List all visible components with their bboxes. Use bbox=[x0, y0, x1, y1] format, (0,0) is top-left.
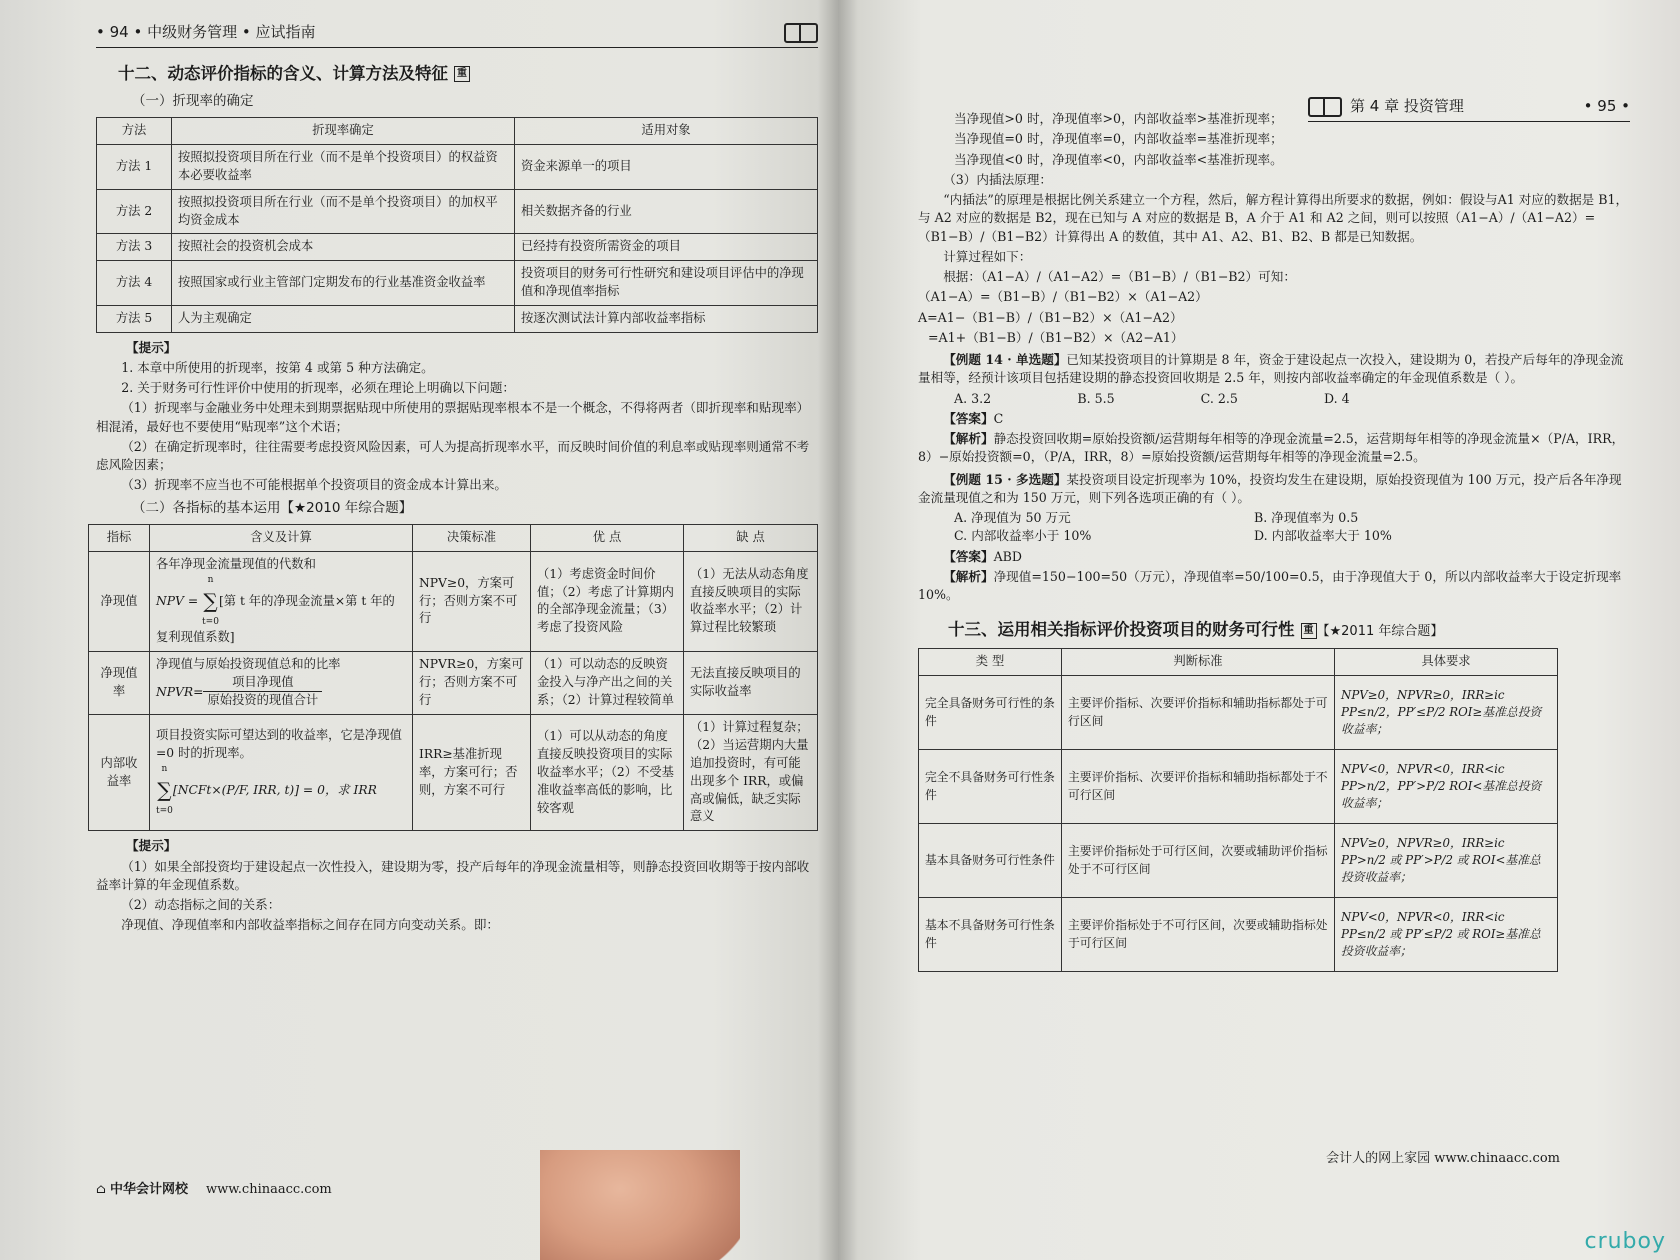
right-page-header bbox=[1308, 96, 1630, 122]
table-header: 判断标准 bbox=[1062, 649, 1335, 676]
right-footer: 会计人的网上家园 www.chinaacc.com bbox=[1326, 1151, 1560, 1166]
tip-line: 净现值、净现值率和内部收益率指标之间存在同方向变动关系。即： bbox=[121, 917, 499, 933]
table-header: 指标 bbox=[89, 525, 150, 552]
table-row: 净现值率 净现值与原始投资现值总和的比率 NPVR= $\frac{\text{项目净现值}}{\text{原始投资的现值合计}}$ NPVR≥0，方案可行；否则方案不可行 （1）可以动态的反映资金投入与净产出之间的关系；（2）计算过程较简单 无法直接反映项目的实际收益率 bbox=[89, 651, 818, 714]
table-header: 适用对象 bbox=[515, 118, 818, 145]
table-header: 方法 bbox=[97, 118, 172, 145]
left-header-text: • 94 • 中级财务管理 • 应试指南 bbox=[96, 23, 316, 41]
book-gutter bbox=[818, 0, 858, 1260]
table-header: 决策标准 bbox=[413, 525, 531, 552]
footer-url: www.chinaacc.com bbox=[205, 1182, 332, 1198]
options: A. 净现值为 50 万元 B. 净现值率为 0.5 C. 内部收益率小于 10% D. 内部收益率大于 10% bbox=[954, 510, 1392, 544]
table-row: 基本不具备财务可行性条件 主要评价指标处于不可行区间，次要或辅助指标处于可行区间 NPV<0，NPVR<0，IRR<ic PP≤n/2 或 PP′≤P/2 或 ROI≥基准总投资收益率； bbox=[919, 898, 1558, 972]
npvr-formula: NPVR= $\frac{\text{项目净现值}}{\text{原始投资的现值合计}}$ bbox=[156, 674, 406, 711]
right-header-page: • 95 • bbox=[1583, 97, 1630, 115]
tip-line: （1）如果全部投资均于建设起点一次性投入，建设期为零，投产后每年的净现金流量相等，则静态投资回收期等于按内部收益率计算的年金现值系数。 bbox=[96, 858, 810, 892]
key-point-mark: 重 bbox=[1301, 623, 1317, 639]
table-row: 方法 2 按照拟投资项目所在行业（而不是单个投资项目）的加权平均资金成本 相关数据齐备的行业 bbox=[97, 189, 818, 234]
tip-line: （2）在确定折现率时，往往需要考虑投资风险因素，可人为提高折现率水平，而反映时间价值的利息率或贴现率则通常不考虑风险因素； bbox=[96, 438, 810, 473]
discount-rate-table bbox=[96, 117, 818, 332]
subsection-indicator-usage: （二）各指标的基本运用【★2010 年综合题】 bbox=[132, 499, 413, 516]
relations-block: 当净现值>0 时，净现值率>0，内部收益率>基准折现率； 当净现值=0 时，净现值率=0，内部收益率=基准折现率； 当净现值<0 时，净现值率<0，内部收益率<基准折现率。 （3）内插法原理： “内插法”的原理是根据比例关系建立一个方程，然后，解方程计算得出所要求的数据，例如：假设与A1 对应的数据是 B1，与 A2 对应的数据是 B2，现在已知与 A 对应的数据是 B，A 介于 A1 和 A2 之间，则可以按照（A1−A）/（A1−A2）=（B1−B）/（B1−B2）计算得出 A 的数值，其中 A1、A2、B1、B2、B 都是已知数据。 计算过程如下： 根据：（A1−A）/（A1−A2）=（B1−B）/（B1−B2）可知： （A1−A）=（B1−B）/（B1−B2）×（A1−A2） A=A1−（B1−B）/（B1−B2）×（A1−A2） =A1+（B1−B）/（B1−B2）×（A2−A1） bbox=[918, 111, 1629, 345]
footer-logo-text: 中华会计网校 bbox=[109, 1182, 188, 1198]
left-page bbox=[0, 0, 838, 1260]
table-header: 优 点 bbox=[531, 525, 684, 552]
watermark: cruboy bbox=[1584, 1229, 1666, 1254]
tip-line: （2）动态指标之间的关系： bbox=[121, 897, 281, 913]
tip-heading: 【提示】 bbox=[126, 838, 177, 854]
table-row: 基本具备财务可行性条件 主要评价指标处于可行区间，次要或辅助评价指标处于不可行区间 NPV≥0，NPVR≥0，IRR≥ic PP>n/2 或 PP′>P/2 或 ROI<基准总投资收益率； bbox=[919, 824, 1558, 898]
table-row: 方法 4 按照国家或行业主管部门定期发布的行业基准资金收益率 投资项目的财务可行性研究和建设项目评估中的净现值和净现值率指标 bbox=[97, 261, 818, 306]
feasibility-table bbox=[918, 648, 1558, 972]
section-13-title: 十三、运用相关指标评价投资项目的财务可行性 重 【★2011 年综合题】 bbox=[948, 620, 1444, 640]
left-page-header bbox=[96, 22, 818, 48]
thumb bbox=[540, 1150, 740, 1260]
table-row: 方法 3 按照社会的投资机会成本 已经持有投资所需资金的项目 bbox=[97, 234, 818, 261]
subsection-discount-rate: （一）折现率的确定 bbox=[132, 92, 254, 109]
right-header-chapter: 第 4 章 投资管理 bbox=[1350, 97, 1464, 115]
tip-heading: 【提示】 bbox=[126, 339, 177, 355]
book-icon bbox=[1308, 97, 1342, 117]
table-header: 含义及计算 bbox=[150, 525, 413, 552]
table-header: 折现率确定 bbox=[172, 118, 515, 145]
table-header: 具体要求 bbox=[1335, 649, 1558, 676]
npv-formula: NPV = n ∑ t=0 [第 t 年的净现金流量×第 t 年的复利现值系数] bbox=[156, 574, 395, 644]
table-row: 方法 5 人为主观确定 按逐次测试法计算内部收益率指标 bbox=[97, 305, 818, 332]
table-row: 完全不具备财务可行性条件 主要评价指标、次要评价指标和辅助指标都处于不可行区间 NPV<0，NPVR<0，IRR<ic PP>n/2，PP′>P/2 ROI<基准总投资收益率； bbox=[919, 750, 1558, 824]
tip-line: （3）折现率不应当也不可能根据单个投资项目的资金成本计算出来。 bbox=[121, 477, 508, 493]
tip-line: 2. 关于财务可行性评价中使用的折现率，必须在理论上明确以下问题： bbox=[121, 380, 516, 396]
table-row: 净现值 各年净现金流量现值的代数和 NPV = n ∑ t=0 [第 t 年的净现金流量×第 t 年的复利现值系数] NPV≥0，方案可行；否则方案不可行 （1）考虑资金时间价值；（2）考虑了计算期内的全部净现金流量；（3）考虑了投资风险 （1）无法从动态角度直接反映项目的实际收益率水平；（2）计算过程比较繁琐 bbox=[89, 552, 818, 652]
key-point-mark: 重 bbox=[454, 66, 470, 82]
right-page bbox=[838, 0, 1680, 1260]
tip-line: （1）折现率与金融业务中处理未到期票据贴现中所使用的票据贴现率根本不是一个概念，不得将两者（即折现率和贴现率）相混淆，最好也不要使用“贴现率”这个术语； bbox=[96, 400, 810, 434]
table-header: 类 型 bbox=[919, 649, 1062, 676]
section-12-title: 十二、动态评价指标的含义、计算方法及特征 重 bbox=[118, 62, 818, 86]
table-row: 内部收益率 项目投资实际可望达到的收益率，它是净现值=0 时的折现率。 n ∑ t=0 [NCFt×(P/F, IRR, t)] = 0，求 IRR IRR≥基准折现率，方案可行；否则，方案不可行 （1）可以从动态的角度直接反映投资项目的实际收益率水平；（2）不受基准收益率高低的影响，比较客观 （1）计算过程复杂；（2）当运营期内大量追加投资时，有可能出现多个 IRR，或偏高或偏低，缺乏实际意义 bbox=[89, 715, 818, 831]
table-row: 方法 1 按照拟投资项目所在行业（而不是单个投资项目）的权益资本必要收益率 资金来源单一的项目 bbox=[97, 145, 818, 190]
indicator-table bbox=[88, 524, 818, 831]
example-14: 【例题 14 · 单选题】已知某投资项目的计算期是 8 年，资金于建设起点一次投入，建设期为 0，若投产后每年的净现金流量相等，经预计该项目包括建设期的静态投资回收期是 2.5 年，则按内部收益率确定的年金现值系数是（ ）。 A. 3.2 B. 5.5 C. 2.5 D. 4 【答案】C 【解析】静态投资回收期=原始投资额/运营期每年相等的净现金流量=2.5，运营期每年相等的净现金流量×（P/A，IRR，8）−原始投资额=0，（P/A，IRR，8）=原始投资额/运营期每年相等的净现金流量=2.5。 bbox=[918, 352, 1625, 465]
tip-line: 1. 本章中所使用的折现率，按第 4 或第 5 种方法确定。 bbox=[121, 359, 434, 375]
table-header: 缺 点 bbox=[684, 525, 818, 552]
options: A. 3.2 B. 5.5 C. 2.5 D. 4 bbox=[954, 390, 1350, 406]
book-icon bbox=[784, 23, 818, 43]
table-row: 完全具备财务可行性的条件 主要评价指标、次要评价指标和辅助指标都处于可行区间 NPV≥0，NPVR≥0，IRR≥ic PP≤n/2，PP′≤P/2 ROI≥基准总投资收益率； bbox=[919, 676, 1558, 750]
school-logo-icon: ⌂ bbox=[96, 1182, 106, 1198]
irr-formula: n ∑ t=0 [NCFt×(P/F, IRR, t)] = 0，求 IRR bbox=[156, 764, 377, 817]
example-15: 【例题 15 · 多选题】某投资项目设定折现率为 10%，投资均发生在建设期，原始投资现值为 100 万元，投产后各年净现金流量现值之和为 150 万元，则下列各选项正确的有（ ）。 A. 净现值为 50 万元 B. 净现值率为 0.5 C. 内部收益率小于 10% D. 内部收益率大于 10% 【答案】ABD 【解析】净现值=150−100=50（万元），净现值率=50/100=0.5，由于净现值大于 0，所以内部收益率大于设定折现率 10%。 bbox=[918, 471, 1630, 605]
